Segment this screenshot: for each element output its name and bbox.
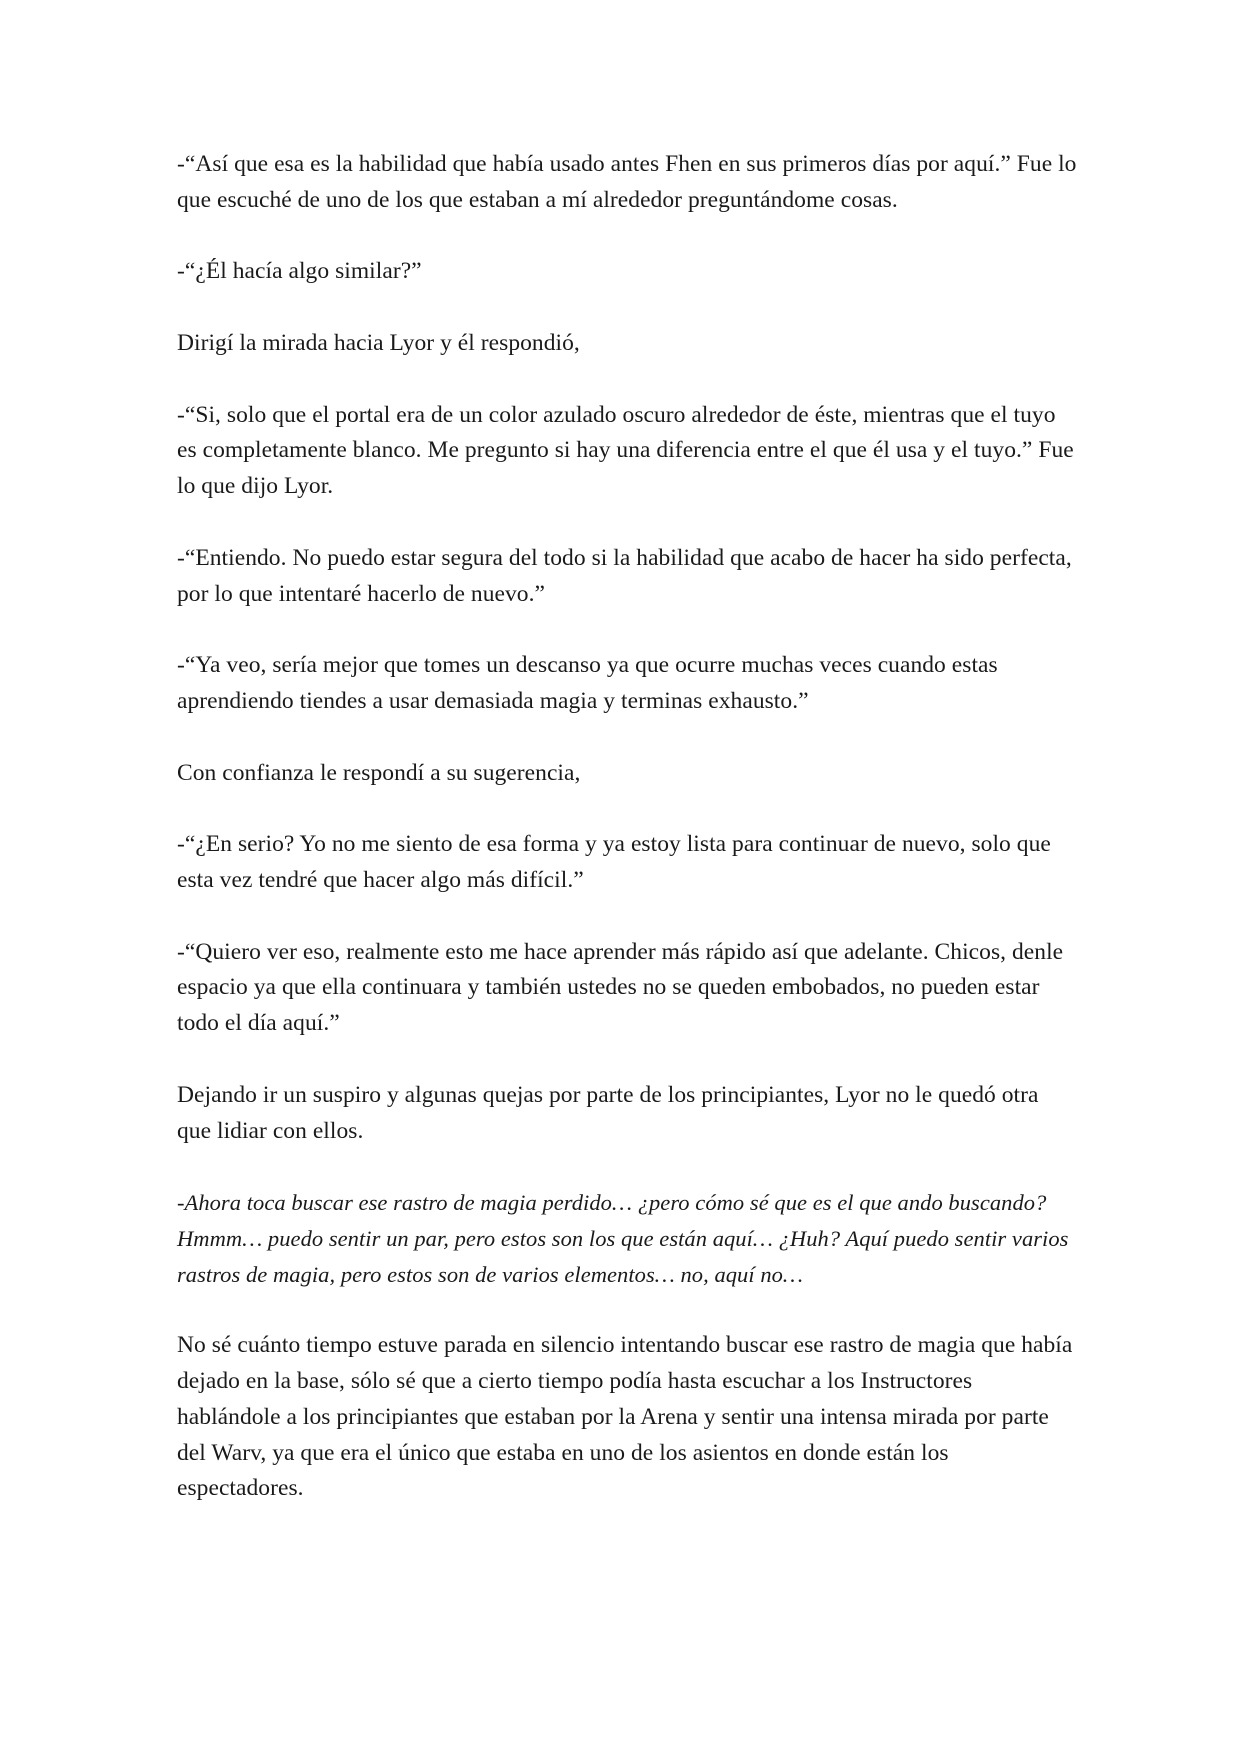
paragraph-9: -“Quiero ver eso, realmente esto me hace aprender más rápido así que adelante. Chicos, denle espacio ya que ella continuara y también ustedes no se queden embobados, no pueden estar todo el día aquí.”: [177, 938, 1070, 1037]
paragraph-7: Con confianza le respondí a su sugerencia,: [177, 759, 581, 786]
body-text: [177, 147, 1083, 1543]
paragraph-10: Dejando ir un suspiro y algunas quejas por parte de los principiantes, Lyor no le quedó otra que lidiar con ellos.: [177, 1081, 1045, 1144]
paragraph-11-inner-thought: -Ahora toca buscar ese rastro de magia perdido… ¿pero cómo sé que es el que ando buscando? Hmmm… puedo sentir un par, pero estos son los que están aquí… ¿Huh? Aquí puedo sentir varios rastros de magia, pero estos son de varios elementos… no, aquí no…: [177, 1190, 1075, 1287]
paragraph-3: Dirigí la mirada hacia Lyor y él respondió,: [177, 329, 580, 356]
paragraph-5: -“Entiendo. No puedo estar segura del todo si la habilidad que acabo de hacer ha sido perfecta, por lo que intentaré hacerlo de nuevo.”: [177, 544, 1078, 607]
paragraph-1: -“Así que esa es la habilidad que había usado antes Fhen en sus primeros días por aquí.” Fue lo que escuché de uno de los que estaban a mí alrededor preguntándome cosas.: [177, 151, 1083, 213]
paragraph-8: -“¿En serio? Yo no me siento de esa forma y ya estoy lista para continuar de nuevo, solo que esta vez tendré que hacer algo más difícil.”: [177, 831, 1057, 893]
paragraph-2: -“¿Él hacía algo similar?”: [177, 258, 422, 285]
paragraph-12: No sé cuánto tiempo estuve parada en silencio intentando buscar ese rastro de magia que había dejado en la base, sólo sé que a cierto tiempo podía hasta escuchar a los Instructores hablándole a los principiantes que estaban por la Arena y sentir una intensa mirada por parte del Warv, ya que era el único que estaba en uno de los asientos en donde están los espectadores.: [177, 1332, 1079, 1502]
paragraph-6: -“Ya veo, sería mejor que tomes un descanso ya que ocurre muchas veces cuando estas aprendiendo tiendes a usar demasiada magia y terminas exhausto.”: [177, 652, 1004, 714]
paragraph-4: -“Si, solo que el portal era de un color azulado oscuro alrededor de éste, mientras que el tuyo es completamente blanco. Me pregunto si hay una diferencia entre el que él usa y el tuyo.” Fue lo que dijo Lyor.: [177, 401, 1080, 500]
